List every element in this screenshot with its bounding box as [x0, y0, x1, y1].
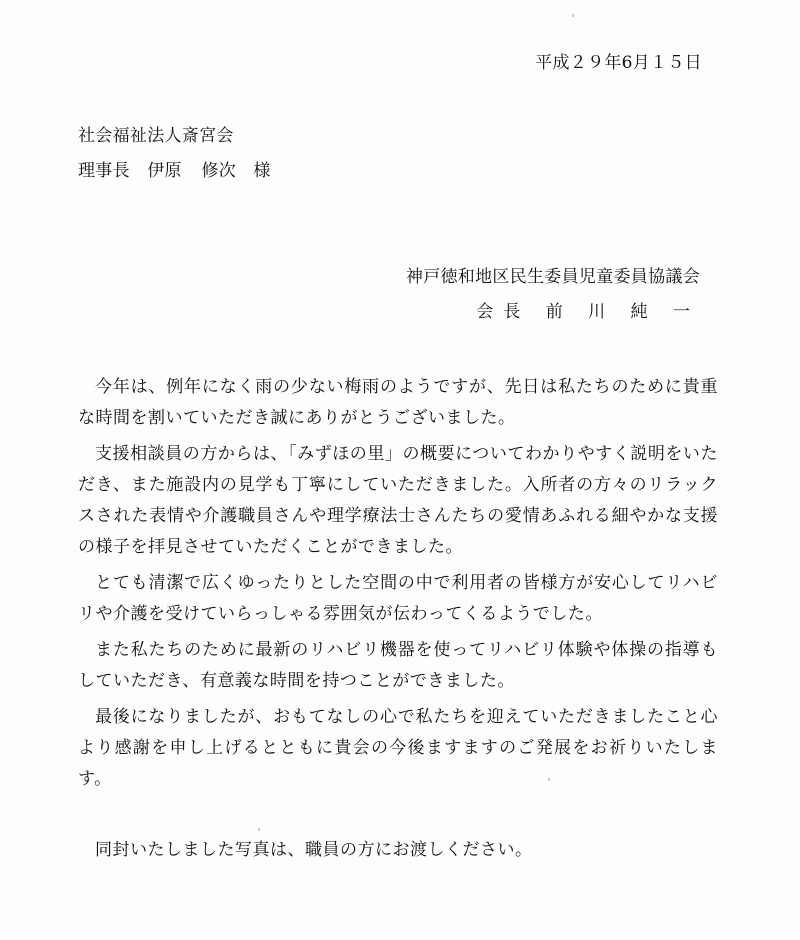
body-paragraph: また私たちのために最新のリハビリ機器を使ってリハビリ体験や体操の指導もしていただき、有意義な時間を持つことができました。 [78, 640, 718, 691]
scan-speck [572, 14, 574, 17]
scan-speck [548, 778, 550, 781]
letter-body [78, 372, 718, 866]
body-paragraph: 今年は、例年になく雨の少ない梅雨のようですが、先日は私たちのために貴重な時間を割いていただき誠にありがとうございました。 [78, 377, 718, 428]
sender-organization: 神戸徳和地区民生委員児童委員協議会 [405, 267, 700, 287]
scan-speck [258, 828, 260, 831]
sender-title-name: 会長 前 川 純 一 [476, 302, 700, 322]
recipient-title-name: 理事長 伊原 修次 様 [78, 161, 271, 181]
enclosure-note: 同封いたしました写真は、職員の方にお渡しください。 [95, 840, 533, 860]
letter-date: 平成２９年6月１５日 [535, 53, 702, 73]
body-paragraph: 支援相談員の方からは、「みずほの里」の概要についてわかりやすく説明をいただき、また施設内の見学も丁寧にしていただきました。入所者の方々のリラックスされた表情や介護職員さんや理学療法士さんたちの愛情あふれる細やかな支援の様子を拝見させていただくことができました。 [78, 444, 718, 557]
body-paragraph: とても清潔で広くゆったりとした空間の中で利用者の皆様方が安心してリハビリや介護を受けていらっしゃる雰囲気が伝わってくるようでした。 [78, 573, 718, 624]
body-paragraph: 最後になりましたが、おもてなしの心で私たちを迎えていただきましたこと心より感謝を申し上げるとともに貴会の今後ますますのご発展をお祈りいたします。 [78, 707, 718, 789]
recipient-organization: 社会福祉法人斎宮会 [78, 126, 234, 146]
